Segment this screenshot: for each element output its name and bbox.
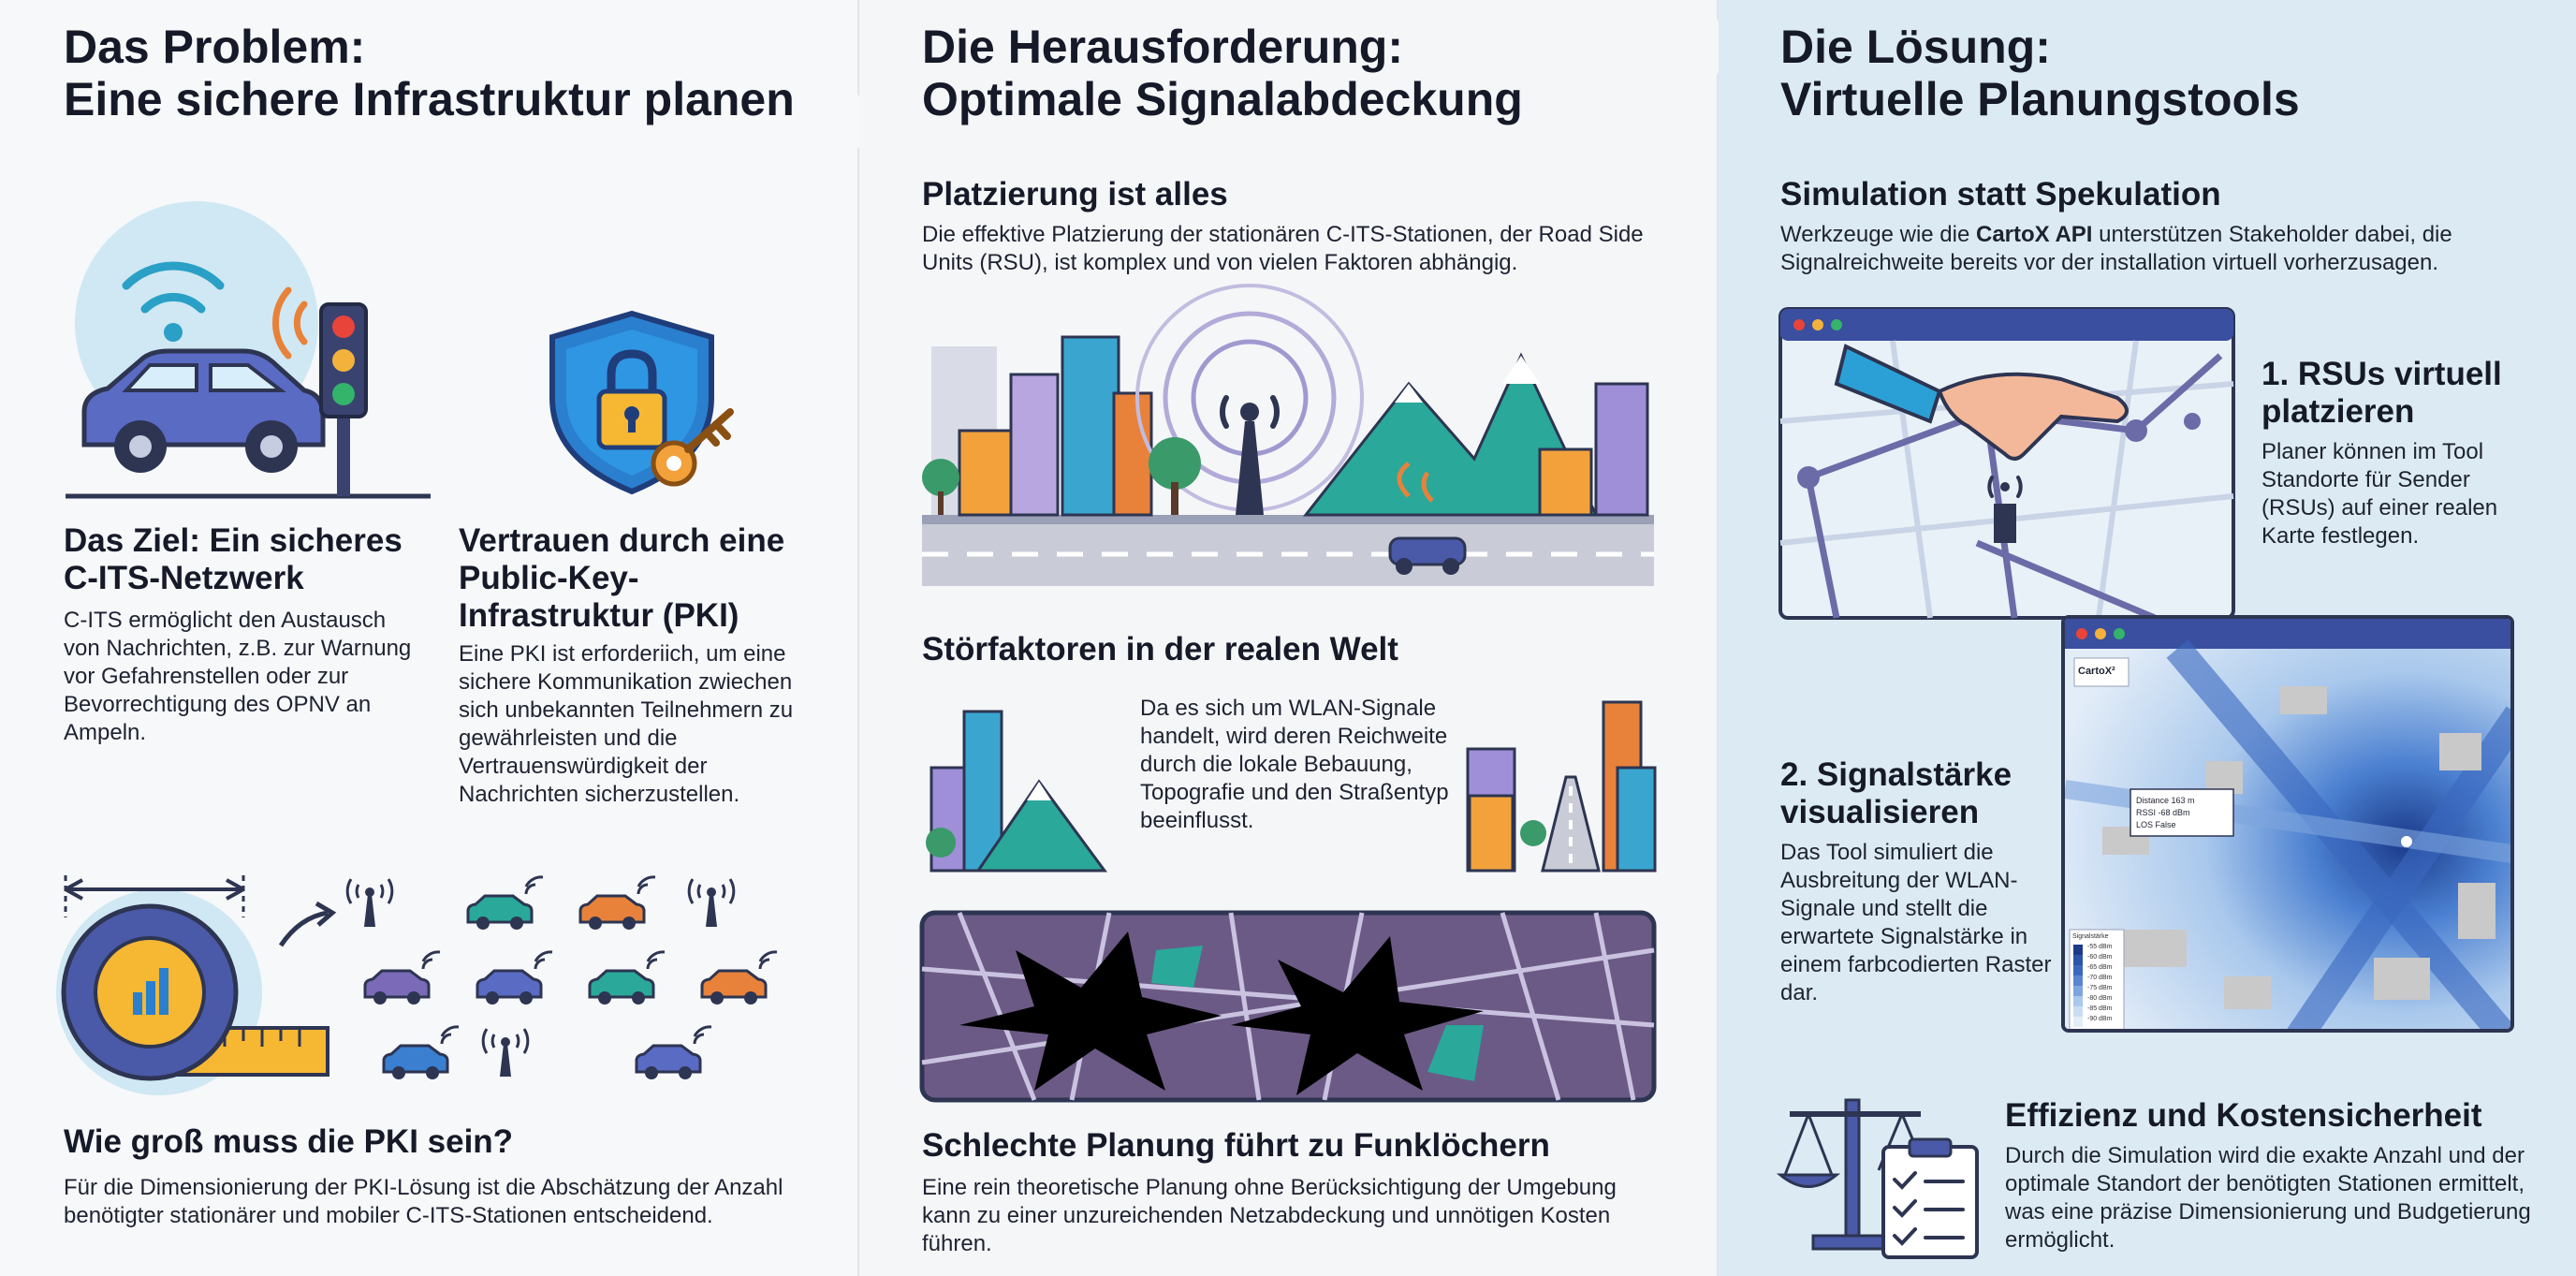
city-rsu-illustration <box>922 309 1654 590</box>
solution-heading: Die Lösung: Virtuelle Planungstools <box>1780 21 2300 125</box>
vehicle-icon <box>580 877 655 930</box>
problem-column <box>0 0 859 1276</box>
antenna-icon <box>347 879 392 927</box>
problem-heading: Das Problem: Eine sichere Infrastruktur planen <box>64 21 795 125</box>
vehicle-icon <box>477 952 552 1005</box>
challenge-column <box>859 0 1719 1276</box>
signal-legend: Signalstärke -55 dBm -60 dBm -65 dBm -70 dBm -75 dBm -80 dBm -85 dBm -90 dBm <box>2072 933 2113 1022</box>
efficiency-title: Effizienz und Kostensicherheit <box>2005 1097 2482 1134</box>
signal-popup <box>2136 795 2195 831</box>
vehicle-icon <box>590 952 665 1005</box>
city-mountain-icon <box>922 683 1109 871</box>
challenge-heading: Die Herausforderung: Optimale Signalabdeckung <box>922 21 1523 125</box>
legend-value: -80 dBm <box>2087 995 2113 1002</box>
legend-value: -55 dBm <box>2087 944 2113 950</box>
scale-checklist-icon <box>1780 1081 1986 1259</box>
pki-size-title: Wie groß muss die PKI sein? <box>64 1123 514 1160</box>
bad-planning-text: Eine rein theoretische Planung ohne Berücksichtigung der Umgebung kann zu einer unzureichenden Netzabdeckung und unnötigen Kosten führen. <box>922 1175 1617 1256</box>
interference-title: Störfaktoren in der realen Welt <box>922 631 1398 667</box>
interference-text: Da es sich um WLAN-Signale handelt, wird deren Reichweite durch die lokale Bebauung, Topografie und den Straßentyp beeinflusst. <box>1140 696 1449 833</box>
window-titlebar <box>2065 619 2510 649</box>
legend-value: -85 dBm <box>2087 1005 2113 1012</box>
antenna-icon <box>689 879 734 927</box>
window-controls <box>2074 626 2140 641</box>
vehicle-icon <box>637 1027 711 1079</box>
pki-text: Eine PKI ist erforderiich, um eine sichere Kommunikation zwiechen sich unbekannten Teilnehmern zu gewährleisten und die Vertrauenswürdigkeit der Nachrichten sicherzustellen. <box>459 641 794 807</box>
step2-title: 2. Signalstärke visualisieren <box>1780 756 2012 830</box>
antenna-icon <box>483 1029 528 1077</box>
step1-text: Planer können im Tool Standorte für Sender (RSUs) auf einer realen Karte festlegen. <box>2261 439 2498 549</box>
pki-sizing-illustration <box>56 861 805 1105</box>
bad-planning-title: Schlechte Planung führt zu Funklöchern <box>922 1127 1550 1164</box>
rsu-placement-window <box>1780 309 2235 618</box>
pki-size-text: Für die Dimensionierung der PKI-Lösung ist die Abschätzung der Anzahl benötigter stationärer und mobiler C-ITS-Stationen entscheidend. <box>64 1175 783 1228</box>
simulation-title: Simulation statt Spekulation <box>1780 176 2221 213</box>
legend-value: -75 dBm <box>2087 985 2113 991</box>
road-buildings-icon <box>1468 683 1655 871</box>
app-logo: CartoX² <box>2078 666 2115 677</box>
goal-title: Das Ziel: Ein sicheres C-ITS-Netzwerk <box>64 522 402 596</box>
dead-zones-map <box>922 913 1654 1100</box>
placement-title: Platzierung ist alles <box>922 176 1228 213</box>
efficiency-text: Durch die Simulation wird die exakte Anzahl und der optimale Standort der benötigten Stationen ermittelt, was eine präzise Dimensionierung und Budgetierung ermöglicht. <box>2005 1143 2531 1253</box>
popup-row: LOS False <box>2136 820 2176 829</box>
simulation-text: Werkzeuge wie die CartoX API unterstützen Stakeholder dabei, die Signalreichweite bereits vor der installation virtuell vorherzusagen. <box>1780 222 2452 275</box>
vehicle-icon <box>468 877 543 930</box>
placement-text: Die effektive Platzierung der stationären C-ITS-Stationen, der Road Side Units (RSU), ist komplex und von vielen Faktoren abhängig. <box>922 222 1644 275</box>
step1-title: 1. RSUs virtuell platzieren <box>2261 356 2502 430</box>
legend-value: -70 dBm <box>2087 975 2113 981</box>
vehicle-icon <box>384 1027 459 1079</box>
connected-car-illustration <box>56 192 449 501</box>
vehicle-icon <box>702 952 777 1005</box>
shield-key-icon <box>548 309 744 496</box>
signal-heatmap <box>2065 649 2514 1033</box>
popup-row: Distance 163 m <box>2136 796 2195 805</box>
step2-text: Das Tool simuliert die Ausbreitung der WLAN-Signale und stellt die erwartete Signalstärke in einem farbcodierten Raster dar. <box>1780 840 2052 1005</box>
legend-value: -65 dBm <box>2087 964 2113 971</box>
legend-value: -60 dBm <box>2087 954 2113 961</box>
signal-heatmap-window <box>2061 615 2514 1033</box>
vehicle-icon <box>365 952 440 1005</box>
pki-title: Vertrauen durch eine Public-Key- Infrastruktur (PKI) <box>459 522 785 634</box>
popup-row: RSSI -68 dBm <box>2136 808 2190 817</box>
goal-text: C-ITS ermöglicht den Austausch von Nachrichten, z.B. zur Warnung vor Gefahrenstellen oder zur Bevorrechtigung des OPNV an Ampeln. <box>64 608 412 745</box>
legend-value: -90 dBm <box>2087 1016 2113 1022</box>
solution-column <box>1719 0 2576 1276</box>
